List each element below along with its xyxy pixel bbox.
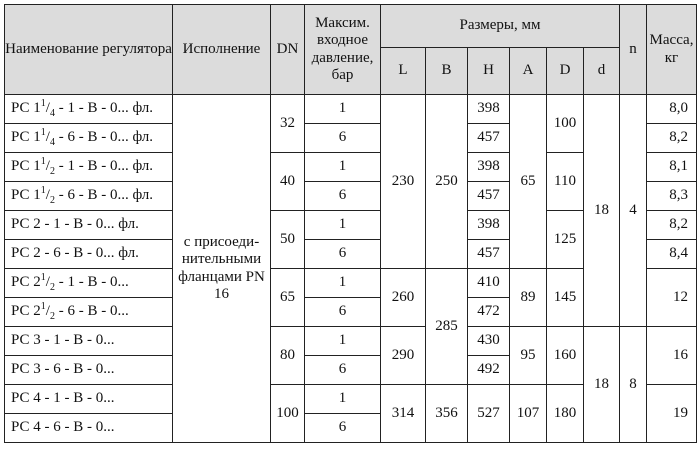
- d-cell: 18: [584, 327, 620, 443]
- pressure-cell: 1: [305, 95, 381, 124]
- A-cell: 65: [510, 95, 547, 269]
- pressure-cell: 6: [305, 414, 381, 443]
- pressure-cell: 1: [305, 269, 381, 298]
- header-version: Исполнение: [173, 5, 271, 95]
- pressure-cell: 6: [305, 182, 381, 211]
- B-cell: 285: [426, 269, 468, 385]
- mass-cell: 12: [647, 269, 697, 327]
- d-cell: 18: [584, 95, 620, 327]
- D-cell: 110: [547, 153, 584, 211]
- H-cell: 410: [468, 269, 510, 298]
- A-cell: 95: [510, 327, 547, 385]
- L-cell: 260: [381, 269, 426, 327]
- H-cell: 457: [468, 240, 510, 269]
- dn-cell: 32: [271, 95, 305, 153]
- L-cell: 314: [381, 385, 426, 443]
- mass-cell: 8,0: [647, 95, 697, 124]
- D-cell: 180: [547, 385, 584, 443]
- dn-cell: 40: [271, 153, 305, 211]
- row-name: РС 2 - 1 - В - 0... фл.: [5, 211, 173, 240]
- header-pressure: Максим. входное давление, бар: [305, 5, 381, 95]
- D-cell: 160: [547, 327, 584, 385]
- row-name: РС $1^1/_4 - 6$ - В - 0... фл.: [5, 124, 173, 153]
- D-cell: 125: [547, 211, 584, 269]
- row-name: РС $1^1/_2 - 6$ - В - 0... фл.: [5, 182, 173, 211]
- mass-cell: 8,1: [647, 153, 697, 182]
- header-D: D: [547, 48, 584, 95]
- pressure-cell: 6: [305, 240, 381, 269]
- pressure-cell: 1: [305, 211, 381, 240]
- H-cell: 457: [468, 124, 510, 153]
- header-n: n: [620, 5, 647, 95]
- D-cell: 100: [547, 95, 584, 153]
- n-cell: 4: [620, 95, 647, 327]
- pressure-cell: 1: [305, 153, 381, 182]
- table-row: [5, 95, 697, 124]
- row-name: РС 3 - 6 - В - 0...: [5, 356, 173, 385]
- pressure-cell: 1: [305, 385, 381, 414]
- specs-table: [4, 4, 697, 443]
- H-cell: 398: [468, 95, 510, 124]
- H-cell: 398: [468, 153, 510, 182]
- dn-cell: 65: [271, 269, 305, 327]
- header-dims: Размеры, мм: [381, 5, 620, 48]
- H-cell: 398: [468, 211, 510, 240]
- header-L: L: [381, 48, 426, 95]
- header-d: d: [584, 48, 620, 95]
- row-name: РС 4 - 1 - В - 0...: [5, 385, 173, 414]
- dn-cell: 80: [271, 327, 305, 385]
- row-name: РС $1^1/_2 - 1$ - В - 0... фл.: [5, 153, 173, 182]
- mass-cell: 8,2: [647, 211, 697, 240]
- L-cell: 230: [381, 95, 426, 269]
- header-dn: DN: [271, 5, 305, 95]
- row-name: РС $2^1/_2 - 6$ - В - 0...: [5, 298, 173, 327]
- header-B: B: [426, 48, 468, 95]
- mass-cell: 8,3: [647, 182, 697, 211]
- row-name: РС 3 - 1 - В - 0...: [5, 327, 173, 356]
- header-mass: Масса, кг: [647, 5, 697, 95]
- n-cell: 8: [620, 327, 647, 443]
- pressure-cell: 6: [305, 356, 381, 385]
- B-cell: 250: [426, 95, 468, 269]
- mass-cell: 8,2: [647, 124, 697, 153]
- header-name: Наименование регулятора: [5, 5, 173, 95]
- H-cell: 472: [468, 298, 510, 327]
- header-A: A: [510, 48, 547, 95]
- version-cell: с присоеди-нительными фланцами PN 16: [173, 95, 271, 443]
- table-row: [5, 327, 697, 356]
- A-cell: 107: [510, 385, 547, 443]
- H-cell: 430: [468, 327, 510, 356]
- row-name: РС 2 - 6 - В - 0... фл.: [5, 240, 173, 269]
- dn-cell: 100: [271, 385, 305, 443]
- B-cell: 356: [426, 385, 468, 443]
- row-name: РС $1^1/_4 - 1$ - В - 0... фл.: [5, 95, 173, 124]
- row-name: РС $2^1/_2 - 1$ - В - 0...: [5, 269, 173, 298]
- H-cell: 457: [468, 182, 510, 211]
- pressure-cell: 6: [305, 298, 381, 327]
- pressure-cell: 1: [305, 327, 381, 356]
- mass-cell: 16: [647, 327, 697, 385]
- D-cell: 145: [547, 269, 584, 327]
- mass-cell: 8,4: [647, 240, 697, 269]
- row-name: РС 4 - 6 - В - 0...: [5, 414, 173, 443]
- header-H: H: [468, 48, 510, 95]
- H-cell: 527: [468, 385, 510, 443]
- pressure-cell: 6: [305, 124, 381, 153]
- mass-cell: 19: [647, 385, 697, 443]
- H-cell: 492: [468, 356, 510, 385]
- dn-cell: 50: [271, 211, 305, 269]
- L-cell: 290: [381, 327, 426, 385]
- A-cell: 89: [510, 269, 547, 327]
